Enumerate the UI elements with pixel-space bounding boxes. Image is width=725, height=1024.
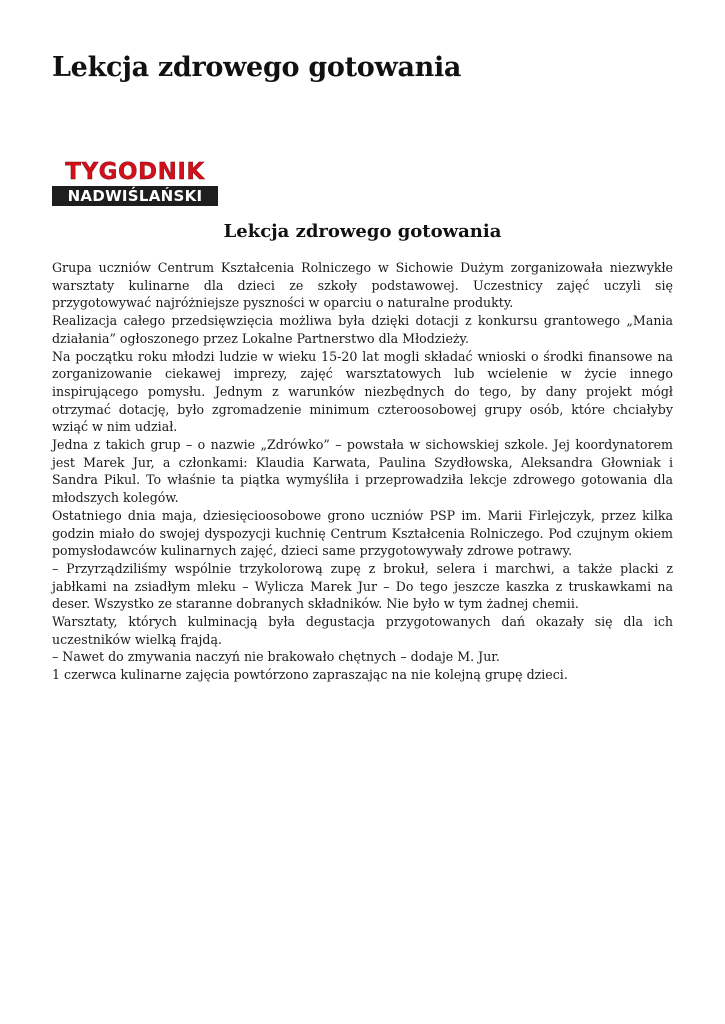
- article-paragraph: Grupa uczniów Centrum Kształcenia Rolniczego w Sichowie Dużym zorganizowała niezwykłe warsztaty kulinarne dla dzieci ze szkoły podstawowej. Uczestnicy zajęć uczyli się przygotowywać najróżniejsze pyszności w oparciu o naturalne produkty.: [52, 260, 673, 311]
- article-paragraph: Warsztaty, których kulminacją była degustacja przygotowanych dań okazały się dla ich uczestników wielką frajdą.: [52, 614, 673, 647]
- page-title: Lekcja zdrowego gotowania: [52, 52, 462, 83]
- article-heading: Lekcja zdrowego gotowania: [223, 221, 502, 242]
- article-paragraph: – Przyrządziliśmy wspólnie trzykolorową zupę z brokuł, selera i marchwi, a także placki z jabłkami na zsiadłym mleku – Wylicza Marek Jur – Do tego jeszcze kaszka z truskawkami na deser. Wszystko ze staranne dobranych składników. Nie było w tym żadnej chemii.: [52, 560, 673, 612]
- logo-line-tygodnik: TYGODNIK: [65, 159, 205, 185]
- article-body: [52, 259, 673, 684]
- article-paragraph: Realizacja całego przedsięwzięcia możliwa była dzięki dotacji z konkursu grantowego „Mania działania” ogłoszonego przez Lokalne Partnerstwo dla Młodzieży.: [52, 313, 673, 346]
- article-paragraph: – Nawet do zmywania naczyń nie brakowało chętnych – dodaje M. Jur.: [52, 649, 500, 665]
- article-paragraph: Jedna z takich grup – o nazwie „Zdrówko” – powstała w sichowskiej szkole. Jej koordynatorem jest Marek Jur, a członkami: Klaudia Karwata, Paulina Szydłowska, Aleksandra Głowniak i Sandra Pikul. To właśnie ta piątka wymyśliła i przeprowadziła lekcje zdrowego gotowania dla młodszych kolegów.: [52, 437, 673, 506]
- article-paragraph: Na początku roku młodzi ludzie w wieku 15-20 lat mogli składać wnioski o środki finansowe na zorganizowanie ciekawej imprezy, zajęć warsztatowych lub wcielenie w życie innego inspirującego pomysłu. Jednym z warunków niezbędnych do tego, by dany projekt mógł otrzymać dotację, było zgromadzenie minimum czteroosobowej grupy osób, które chciałyby wziąć w nim udział.: [52, 348, 673, 435]
- article-paragraph: Ostatniego dnia maja, dziesięcioosobowe grono uczniów PSP im. Marii Firlejczyk, przez kilka godzin miało do swojej dyspozycji kuchnię Centrum Kształcenia Rolniczego. Pod czujnym okiem pomysłodawców kulinarnych zajęć, dzieci same przygotowywały zdrowe potrawy.: [52, 507, 673, 559]
- article-paragraph: 1 czerwca kulinarne zajęcia powtórzono zapraszając na nie kolejną grupę dzieci.: [52, 667, 568, 683]
- logo-line-nadwislanski: NADWIŚLAŃSKI: [52, 186, 218, 206]
- publication-logo: [52, 160, 218, 206]
